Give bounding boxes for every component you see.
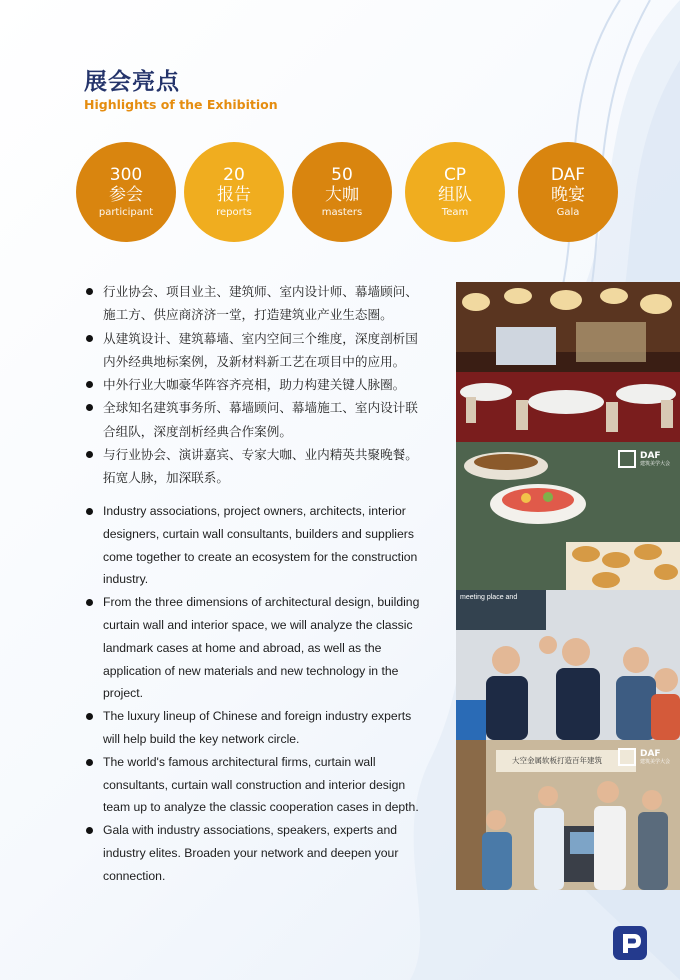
daf-logo-icon <box>618 748 670 766</box>
daf-logo-icon <box>618 450 670 468</box>
stat-masters <box>292 142 392 242</box>
daf-logo-subtext: 建筑美学大会 <box>639 759 670 765</box>
daf-logo-text: DAF <box>639 749 661 759</box>
stat-label-en: Gala <box>556 206 580 218</box>
stat-label-cn: 参会 <box>109 184 143 205</box>
banquet-hall-photo <box>456 282 680 442</box>
list-item <box>86 443 426 490</box>
bullet-dot-icon <box>86 827 93 834</box>
list-item-text: 行业协会、项目业主、建筑师、室内设计师、幕墙顾问、施工方、供应商济济一堂，打造建筑业产业生态圈。 <box>103 284 418 323</box>
exhibition-booth-photo <box>456 740 680 890</box>
list-item <box>86 819 426 887</box>
stat-reports <box>184 142 284 242</box>
list-item <box>86 705 426 751</box>
page-title: 展会亮点 <box>84 69 180 95</box>
list-item-text: 全球知名建筑事务所、幕墙顾问、幕墙施工、室内设计联合组队，深度剖析经典合作案例。 <box>103 400 418 439</box>
stat-label-cn: 报告 <box>217 184 251 205</box>
list-item <box>86 373 426 396</box>
stat-number: 20 <box>223 164 245 185</box>
list-item <box>86 280 426 327</box>
list-item <box>86 396 426 443</box>
list-item-text: Gala with industry associations, speakers, experts and industry elites. Broaden your network and deepen your connection. <box>103 823 399 883</box>
stats-row <box>76 142 636 242</box>
brand-logo-icon <box>613 926 647 960</box>
stat-gala <box>518 142 618 242</box>
bullet-list-cn <box>86 280 426 490</box>
bullet-dot-icon <box>86 759 93 766</box>
bullet-dot-icon <box>86 288 93 295</box>
stat-number: CP <box>443 164 467 185</box>
buffet-food-photo <box>456 442 680 590</box>
list-item-text: From the three dimensions of architectural design, building curtain wall and interior space, we will analyze the classic landmark cases at home and abroad, as well as the application of new materials and new technology in the project. <box>103 595 420 701</box>
stat-number: 300 <box>109 164 143 185</box>
list-item-text: Industry associations, project owners, architects, interior designers, curtain wall consultants, builders and suppliers come together to create an ecosystem for the construction industry. <box>103 504 418 587</box>
photo-column <box>456 282 680 890</box>
list-item-text: The world's famous architectural firms, curtain wall consultants, curtain wall construction and interior design team up to analyze the classic cooperation cases in depth. <box>103 754 419 815</box>
bullet-dot-icon <box>86 404 93 411</box>
list-item-text: 中外行业大咖豪华阵容齐亮相，助力构建关键人脉圈。 <box>103 377 406 393</box>
audience-photo <box>456 590 680 740</box>
list-item <box>86 327 426 374</box>
stat-label-en: reports <box>216 206 252 218</box>
stat-number: 50 <box>331 164 353 185</box>
list-item-text: The luxury lineup of Chinese and foreign industry experts will help build the key network circle. <box>103 709 412 746</box>
stat-label-cn: 大咖 <box>325 184 359 205</box>
bullet-dot-icon <box>86 713 93 720</box>
stat-label-en: Team <box>441 206 469 218</box>
bullet-dot-icon <box>86 508 93 515</box>
daf-logo-subtext: 建筑美学大会 <box>639 461 670 467</box>
bullet-dot-icon <box>86 599 93 606</box>
stat-participants <box>76 142 176 242</box>
stat-number: DAF <box>550 164 586 185</box>
booth-banner-text: 大空金属软板打造百年建筑 <box>512 756 602 765</box>
stat-label-en: masters <box>321 206 363 218</box>
list-item <box>86 500 426 591</box>
bullet-dot-icon <box>86 381 93 388</box>
list-item-text: 从建筑设计、建筑幕墙、室内空间三个维度，深度剖析国内外经典地标案例，及新材料新工艺在项目中的应用。 <box>103 330 418 369</box>
daf-logo-text: DAF <box>639 451 661 461</box>
stat-label-cn: 晚宴 <box>551 184 585 205</box>
bullet-list-en <box>86 500 426 888</box>
page-subtitle: Highlights of the Exhibition <box>84 97 278 112</box>
section-header <box>84 68 278 112</box>
list-item <box>86 751 426 819</box>
meeting-sign-text: meeting place and <box>460 594 518 601</box>
bullet-dot-icon <box>86 451 93 458</box>
bullet-dot-icon <box>86 335 93 342</box>
stat-team <box>405 142 505 242</box>
stat-label-cn: 组队 <box>438 184 472 205</box>
list-item-text: 与行业协会、演讲嘉宾、专家大咖、业内精英共聚晚餐。拓宽人脉，加深联系。 <box>103 447 418 486</box>
stat-label-en: participant <box>98 206 154 218</box>
list-item <box>86 591 426 705</box>
